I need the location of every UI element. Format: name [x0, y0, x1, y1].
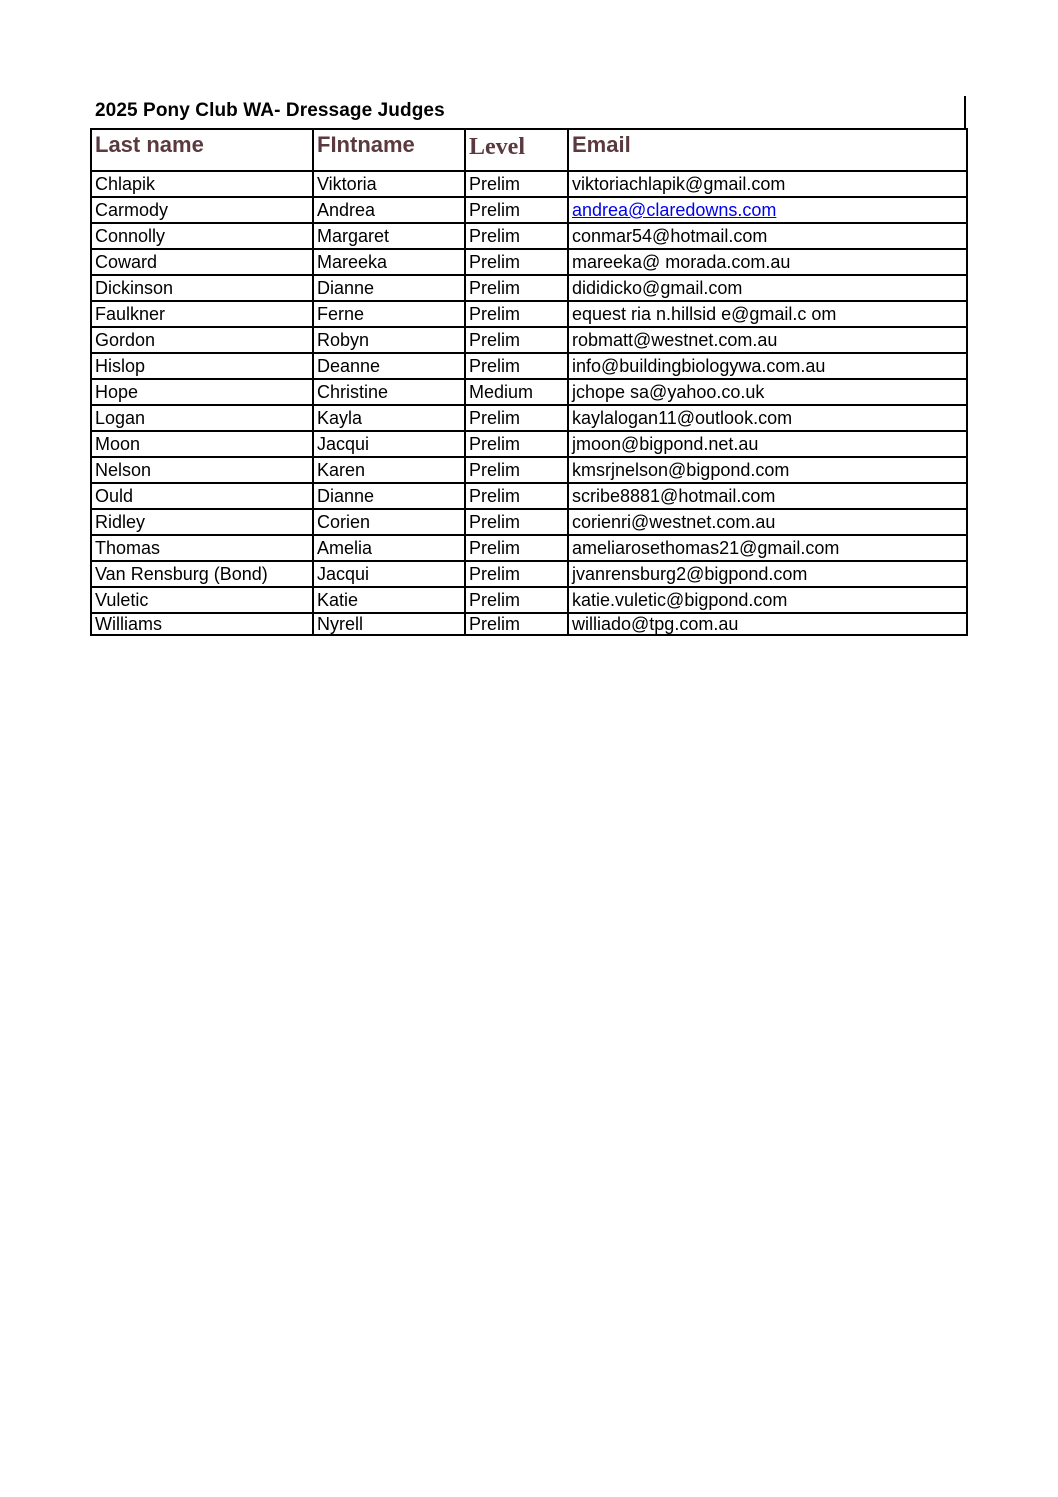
table-row: [91, 379, 967, 405]
cell-last-name: Logan: [91, 405, 313, 431]
cell-level: Prelim: [465, 353, 568, 379]
cell-last-name: Vuletic: [91, 587, 313, 613]
cell-first-name: Kayla: [313, 405, 465, 431]
cell-first-name: Katie: [313, 587, 465, 613]
header-row: [91, 129, 967, 171]
cell-level: Prelim: [465, 327, 568, 353]
table-row: [91, 249, 967, 275]
cell-first-name: Robyn: [313, 327, 465, 353]
cell-first-name: Viktoria: [313, 171, 465, 197]
table-row: [91, 327, 967, 353]
cell-level: Prelim: [465, 483, 568, 509]
cell-last-name: Dickinson: [91, 275, 313, 301]
header-last-name: Last name: [91, 129, 313, 171]
cell-email: scribe8881@hotmail.com: [568, 483, 967, 509]
email-link[interactable]: andrea@claredowns.com: [572, 200, 777, 220]
table-row: [91, 561, 967, 587]
header-email: Email: [568, 129, 967, 171]
cell-level: Prelim: [465, 301, 568, 327]
cell-email: mareeka@ morada.com.au: [568, 249, 967, 275]
cell-first-name: Karen: [313, 457, 465, 483]
cell-first-name: Dianne: [313, 483, 465, 509]
cell-first-name: Mareeka: [313, 249, 465, 275]
cell-first-name: Nyrell: [313, 613, 465, 635]
table-row: [91, 223, 967, 249]
cell-email: info@buildingbiologywa.com.au: [568, 353, 967, 379]
cell-email: jvanrensburg2@bigpond.com: [568, 561, 967, 587]
table-row: [91, 509, 967, 535]
cell-level: Prelim: [465, 509, 568, 535]
cell-email: equest ria n.hillsid e@gmail.c om: [568, 301, 967, 327]
cell-last-name: Faulkner: [91, 301, 313, 327]
table-row: [91, 431, 967, 457]
cell-email: jmoon@bigpond.net.au: [568, 431, 967, 457]
cell-level: Prelim: [465, 613, 568, 635]
judges-sheet: [90, 96, 966, 636]
cell-email: [568, 197, 967, 223]
cell-email: robmatt@westnet.com.au: [568, 327, 967, 353]
cell-email: conmar54@hotmail.com: [568, 223, 967, 249]
cell-last-name: Chlapik: [91, 171, 313, 197]
cell-last-name: Van Rensburg (Bond): [91, 561, 313, 587]
cell-first-name: Dianne: [313, 275, 465, 301]
cell-level: Prelim: [465, 587, 568, 613]
cell-email: dididicko@gmail.com: [568, 275, 967, 301]
page-title: 2025 Pony Club WA- Dressage Judges: [95, 100, 445, 121]
cell-last-name: Ould: [91, 483, 313, 509]
cell-level: Prelim: [465, 275, 568, 301]
table-row: [91, 535, 967, 561]
cell-first-name: Margaret: [313, 223, 465, 249]
table-row: [91, 301, 967, 327]
cell-last-name: Thomas: [91, 535, 313, 561]
cell-level: Prelim: [465, 171, 568, 197]
cell-level: Prelim: [465, 457, 568, 483]
table-row: [91, 457, 967, 483]
cell-email: jchope sa@yahoo.co.uk: [568, 379, 967, 405]
cell-email: corienri@westnet.com.au: [568, 509, 967, 535]
cell-level: Prelim: [465, 561, 568, 587]
cell-level: Prelim: [465, 197, 568, 223]
table-row: [91, 353, 967, 379]
table-row: [91, 483, 967, 509]
cell-email: kaylalogan11@outlook.com: [568, 405, 967, 431]
cell-last-name: Hislop: [91, 353, 313, 379]
cell-last-name: Carmody: [91, 197, 313, 223]
cell-level: Prelim: [465, 405, 568, 431]
cell-first-name: Amelia: [313, 535, 465, 561]
cell-first-name: Deanne: [313, 353, 465, 379]
cell-first-name: Christine: [313, 379, 465, 405]
cell-level: Prelim: [465, 223, 568, 249]
table-row: [91, 171, 967, 197]
cell-email: viktoriachlapik@gmail.com: [568, 171, 967, 197]
cell-last-name: Moon: [91, 431, 313, 457]
cell-level: Prelim: [465, 431, 568, 457]
cell-email: katie.vuletic@bigpond.com: [568, 587, 967, 613]
table-row: [91, 197, 967, 223]
cell-first-name: Ferne: [313, 301, 465, 327]
cell-first-name: Andrea: [313, 197, 465, 223]
table-row: [91, 613, 967, 635]
title-row: [90, 96, 966, 128]
cell-email: kmsrjnelson@bigpond.com: [568, 457, 967, 483]
cell-last-name: Connolly: [91, 223, 313, 249]
cell-last-name: Hope: [91, 379, 313, 405]
cell-last-name: Nelson: [91, 457, 313, 483]
cell-last-name: Ridley: [91, 509, 313, 535]
cell-last-name: Williams: [91, 613, 313, 635]
cell-level: Prelim: [465, 249, 568, 275]
header-level: Level: [465, 129, 568, 171]
cell-last-name: Coward: [91, 249, 313, 275]
table-row: [91, 405, 967, 431]
cell-last-name: Gordon: [91, 327, 313, 353]
table-row: [91, 275, 967, 301]
cell-email: williado@tpg.com.au: [568, 613, 967, 635]
header-first-name: FIntname: [313, 129, 465, 171]
cell-first-name: Corien: [313, 509, 465, 535]
table-row: [91, 587, 967, 613]
cell-level: Prelim: [465, 535, 568, 561]
cell-level: Medium: [465, 379, 568, 405]
cell-email: ameliarosethomas21@gmail.com: [568, 535, 967, 561]
cell-first-name: Jacqui: [313, 431, 465, 457]
judges-table: [90, 128, 968, 636]
cell-first-name: Jacqui: [313, 561, 465, 587]
table-body: [91, 171, 967, 635]
